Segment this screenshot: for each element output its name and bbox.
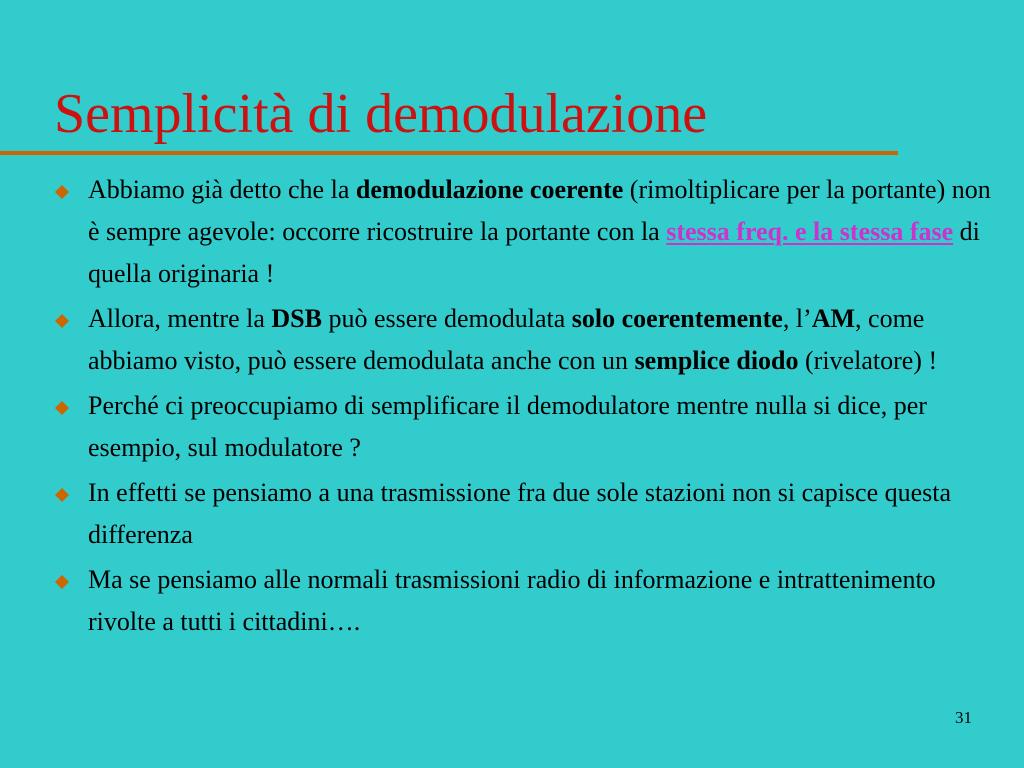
diamond-bullet-icon xyxy=(55,488,69,502)
bullet-item-3 xyxy=(0,385,1024,469)
bullet-item-1 xyxy=(0,169,1024,295)
bold-term-semplice-diodo: semplice diodo xyxy=(634,346,799,375)
bold-term-am: AM xyxy=(811,304,856,333)
bullet-text: Ma se pensiamo alle normali trasmissioni radio di informazione e intrattenimento rivolte a tutti i cittadini…. xyxy=(88,565,936,636)
hyperlink-stessa-freq-fase[interactable]: stessa freq. e la stessa fase xyxy=(666,217,954,246)
bullet-item-2 xyxy=(0,298,1024,382)
bold-term-demodulazione-coerente: demodulazione coerente xyxy=(355,175,624,204)
bullet-text: , l’ xyxy=(782,304,812,333)
bullet-text: Allora, mentre la xyxy=(88,304,272,333)
bullet-text: Perché ci preoccupiamo di semplificare il demodulatore mentre nulla si dice, per esempio, sul modulatore ? xyxy=(88,391,927,462)
bold-term-solo-coerentemente: solo coerentemente xyxy=(571,304,783,333)
bullet-text: può essere demodulata xyxy=(321,304,572,333)
diamond-bullet-icon xyxy=(55,314,69,328)
bullet-text: di quella originaria ! xyxy=(88,217,980,288)
diamond-bullet-icon xyxy=(55,401,69,415)
bold-term-dsb: DSB xyxy=(271,304,322,333)
bullet-text: (rivelatore) ! xyxy=(798,346,938,375)
bullet-text: , come abbiamo visto, può essere demodulata anche con un xyxy=(88,304,925,375)
slide-number: 31 xyxy=(955,708,972,727)
bullet-item-5 xyxy=(0,559,1024,643)
bullet-text: (rimoltiplicare per la portante) non è sempre agevole: occorre ricostruire la portante con la xyxy=(88,175,991,246)
diamond-bullet-icon xyxy=(55,185,69,199)
diamond-bullet-icon xyxy=(55,575,69,589)
bullet-item-4 xyxy=(0,472,1024,556)
slide-title: Semplicità di demodulazione xyxy=(54,83,708,145)
bullet-list xyxy=(0,169,1024,646)
bullet-text: In effetti se pensiamo a una trasmissione fra due sole stazioni non si capisce questa differenza xyxy=(88,478,952,549)
bullet-text: Abbiamo già detto che la xyxy=(88,175,356,204)
title-underline-rule xyxy=(0,151,898,155)
